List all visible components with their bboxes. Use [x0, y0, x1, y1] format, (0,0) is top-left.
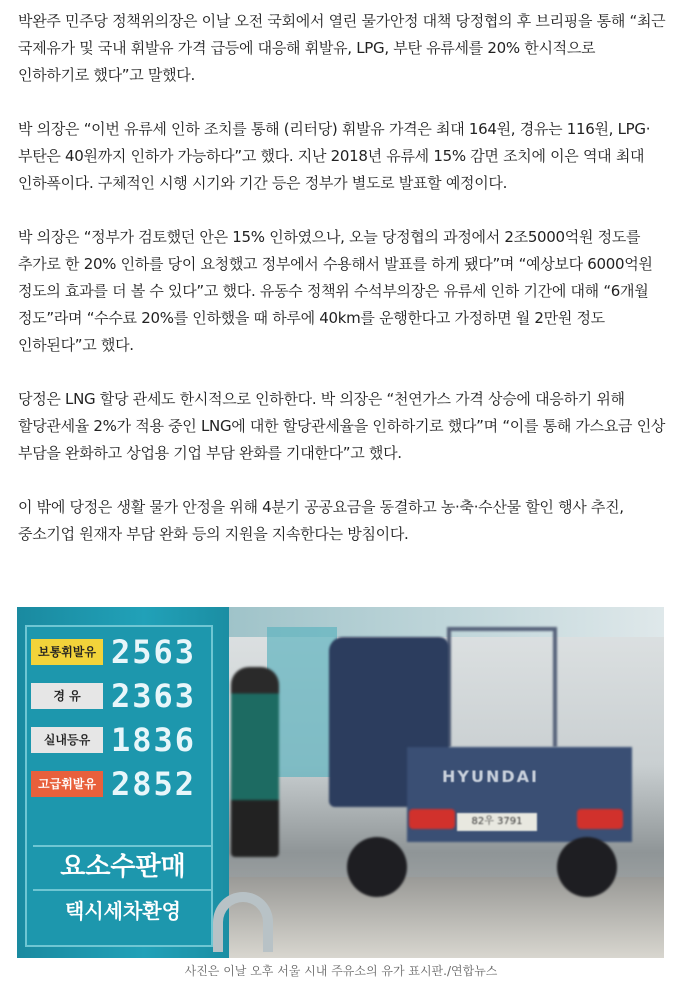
price-row-high-octane — [31, 765, 209, 803]
truck-wheel — [557, 837, 617, 897]
price-board — [25, 625, 213, 947]
carwash-banner: 택시세차환영 — [33, 889, 213, 929]
fuel-label: 보통휘발유 — [31, 639, 103, 665]
article-paragraph: 박완주 민주당 정책위의장은 이날 오전 국회에서 열린 물가안정 대책 당정협의 후 브리핑을 통해 “최근 국제유가 및 국내 휘발유 가격 급등에 대응해 휘발유, LPG, 부탄 유류세를 20% 한시적으로 인하하기로 했다”고 말했다. — [18, 12, 666, 84]
article-paragraph: 이 밖에 당정은 생활 물가 안정을 위해 4분기 공공요금을 동결하고 농·축·수산물 할인 행사 추진, 중소기업 원재자 부담 완화 등의 지원을 지속한다는 방침이다. — [18, 498, 624, 543]
truck-tail-lamp — [409, 809, 455, 829]
price-row-kerosene — [31, 721, 209, 759]
truck-brand: HYUNDAI — [442, 767, 539, 786]
fuel-label: 실내등유 — [31, 727, 103, 753]
photo-caption: 사진은 이날 오후 서울 시내 주유소의 유가 표시판./연합뉴스 — [184, 964, 498, 978]
fuel-label: 경 유 — [31, 683, 103, 709]
news-photo — [17, 607, 664, 958]
article-paragraph: 박 의장은 “정부가 검토했던 안은 15% 인하였으나, 오늘 당정협의 과정에서 2조5000억원 정도를 추가로 한 20% 인하를 당이 요청했고 정부에서 수용해서 발표를 하게 됐다”며 “예상보다 6000억원 정도의 효과를 더 볼 수 있다”고 했다. 유동수 정책위 수석부의장은 유류세 인하 기간에 대해 “6개월 정도”라며 “수수료 20%를 인하했을 때 하루에 40km를 운행한다고 가정하면 월 2만원 정도 인하된다”고 했다. — [18, 228, 653, 354]
price-row-premium-gasoline — [31, 633, 209, 671]
fuel-label: 고급휘발유 — [31, 771, 103, 797]
truck-wheel — [347, 837, 407, 897]
urea-banner: 요소수판매 — [33, 845, 213, 885]
truck-tail-lamp — [577, 809, 623, 829]
article-paragraph: 박 의장은 “이번 유류세 인하 조치를 통해 (리터당) 휘발유 가격은 최대 164원, 경유는 116원, LPG·부탄은 40원까지 인하가 가능하다”고 했다. 지난 2018년 유류세 15% 감면 조치에 이은 역대 최대 인하폭이다. 구체적인 시행 시기와 기간 등은 정부가 별도로 발표할 예정이다. — [18, 120, 651, 192]
fuel-price: 2852 — [111, 765, 197, 803]
fuel-price: 2563 — [111, 633, 197, 671]
price-row-diesel — [31, 677, 209, 715]
fuel-price: 1836 — [111, 721, 197, 759]
station-worker — [231, 667, 279, 857]
fuel-price: 2363 — [111, 677, 197, 715]
fuel-nozzle-pipe — [213, 892, 273, 952]
fuel-price-sign — [17, 607, 229, 958]
article-body — [18, 8, 666, 575]
article-paragraph: 당정은 LNG 할당 관세도 한시적으로 인하한다. 박 의장은 “천연가스 가격 상승에 대응하기 위해 할당관세율 2%가 적용 중인 LNG에 대한 할당관세율을 인하하기로 했다”며 “이를 통해 가스요금 인상 부담을 완화하고 상업용 기업 부담 완화를 기대한다”고 했다. — [18, 390, 666, 462]
truck-rack — [447, 627, 557, 747]
license-plate: 82우 3791 — [457, 813, 537, 831]
